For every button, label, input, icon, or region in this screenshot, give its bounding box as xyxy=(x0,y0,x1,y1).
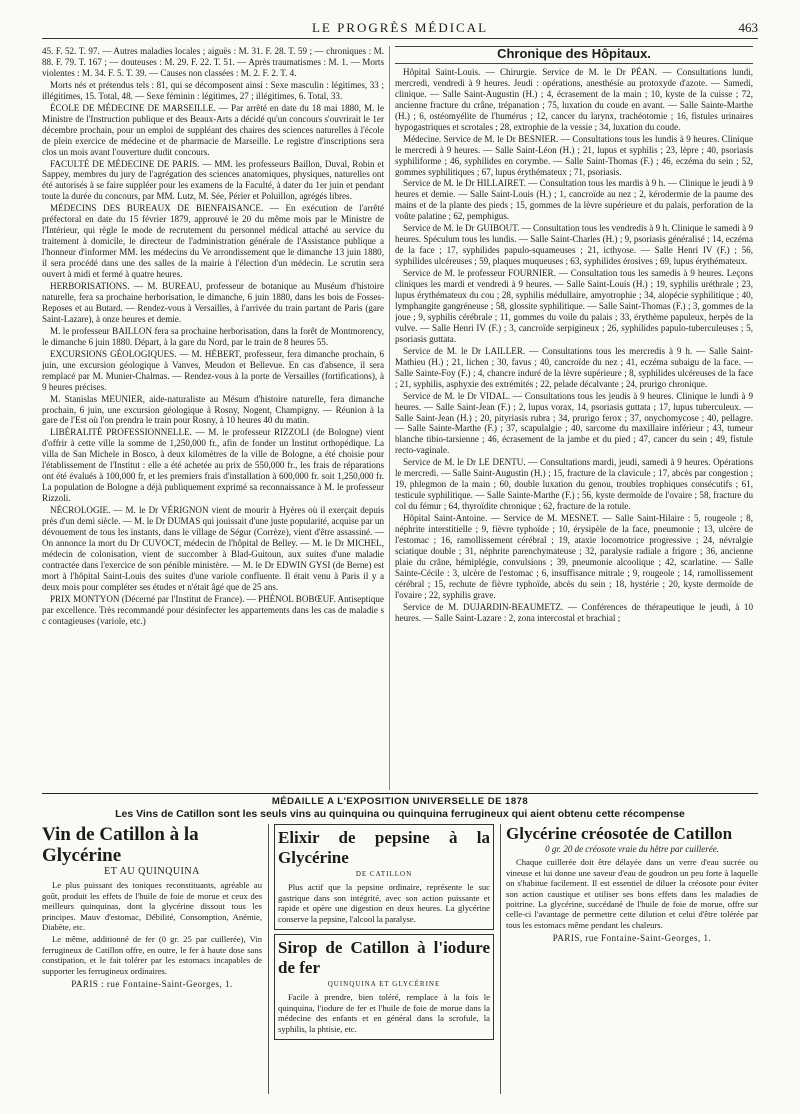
ad-paragraph: Le même, additionné de fer (0 gr. 25 par cuillerée), Vin ferrugineux de Catillon offre, en outre, le fer à haute dose sans constipation, et le fait tolérer par les estomacs incapables de supporter les ferrugineux ordinaires. xyxy=(42,934,262,976)
paragraph: MÉDECINS DES BUREAUX DE BIENFAISANCE. — En exécution de l'arrêté préfectoral en date du 15 février 1879, approuvé le 20 du même mois par le Ministre de l'Intérieur, qui règle le mode de recrutement du personnel médical attaché au service du traitement à domicile, le directeur de l'administration générale de l'Assistance publique a l'honneur d'informer MM. les médecins du Ve arrondissement que le dimanche 13 juin 1880, il sera procédé dans une des salles de la mairie à l'élection d'un médecin. Le scrutin sera ouvert à midi et fermé à quatre heures. xyxy=(42,203,384,280)
ad-elixir-pepsine xyxy=(274,824,494,1040)
paragraph: ÉCOLE DE MÉDECINE DE MARSEILLE. — Par arrêté en date du 18 mai 1880, M. le Ministre de l'Instruction publique et des Beaux-Arts a décidé qu'un concours s'ouvrirait le 1er décembre prochain, pour un emploi de suppléant des chaires des sciences naturelles à l'école de plein exercice de médecine et de pharmacie de Marseille. Le registre d'inscriptions sera clos un mois avant l'ouverture dudit concours. xyxy=(42,102,384,157)
paragraph: 45. F. 52. T. 97. — Autres maladies locales ; aiguës : M. 31. F. 28. T. 59 ; — chroniques : M. 88. F. 79. T. 167 ; — douteuses : M. 29. F. 22. T. 51. — Après traumatismes : M. 1. — Morts violentes : M. 34. F. 5. T. 39. — Causes non classées : M. 2. F. 2. T. 4. xyxy=(42,46,384,78)
paragraph: M. Stanislas MEUNIER, aide-naturaliste au Mésum d'histoire naturelle, fera dimanche prochain, 6 juin, une excursion géologique à Rosny, Nogent, Champigny. — Réunion à la gare de l'Est où l'on prendra le train pour Rosny, à 10 heures 40 du matin. xyxy=(42,393,384,426)
paragraph: Service de M. le professeur FOURNIER. — Consultation tous les samedis à 9 heures. Leçons cliniques les mardi et vendredi à 9 heures. — Salle Saint-Louis (H.) ; 19, syphilis uréthrale ; 23, lupus érythémateux du cou ; 28, syphilis médullaire, amyotrophie ; 34, alopécie syphilitique ; 40, lymphangite gangréneuse ; 58, glossite syphilitique. — Salle Saint-Thomas (F.) ; 3, gommes de la joue ; 9, syphilis cérébrale ; 11, gommes du voile du palais ; 33, érythème papuleux, herpès de la vulve. — Salle Henri IV (F.) ; 3, cancroïde serpigineux ; 26, syphilides papulo-tuberculeuses ; 5, psoriasis guttata. xyxy=(395,268,753,344)
paragraph: EXCURSIONS GÉOLOGIQUES. — M. HÉBERT, professeur, fera dimanche prochain, 6 juin, une excursion géologique à Vanves, Meudon et Bellevue. En cas d'absence, il sera remplacé par M. Munier-Chalmas. — Rendez-vous à la porte de Versailles (fortifications), à 9 heures précises. xyxy=(42,348,384,392)
ad-glycerine-creosotee xyxy=(506,824,758,944)
ad-address: PARIS, rue Fontaine-Saint-Georges, 1. xyxy=(552,933,712,944)
paragraph: Service de M. le Dr LE DENTU. — Consultations mardi, jeudi, samedi à 9 heures. Opérations le mercredi. — Salle Saint-Augustin (H.) ; 15, fracture de la clavicule ; 17, abcès par congestion ; 19, phlegmon de la main ; 60, double luxation du genou, troubles trophiques consécutifs ; 61, testicule syphilitique. — Salle Sainte-Marthe (F.) ; 56, kyste dermoïde de l'ovaire ; 58, fracture du col du fémur ; 64, thyroïdite chronique ; 62, fracture de la rotule. xyxy=(395,457,753,512)
journal-title: LE PROGRÈS MÉDICAL xyxy=(311,20,489,35)
right-column xyxy=(395,46,753,790)
ad-title: Vin de Catillon à la Glycérine xyxy=(42,824,199,866)
paragraph: Hôpital Saint-Louis. — Chirurgie. Service de M. le Dr PÉAN. — Consultations lundi, mercredi, vendredi à 9 heures. Jeudi : opérations, anesthésie au protoxyde d'azote. — Samedi, clinique. — Salle Saint-Augustin (H.) ; 4, écrasement de la main ; 10, kyste de la cuisse ; 72, ancienne fracture du crâne, trépanation ; 75, luxation du coude en avant. — Salle Sainte-Marthe (H.) ; 6, ostéomyélite de l'humérus ; 12, cancer du larynx, trachéotomie ; 16, fistules urinaires hypogastriques et scrotales ; 28, extrophie de la vessie ; 34, luxation du coude. xyxy=(395,66,753,132)
medal-announcement: MÉDAILLE A L'EXPOSITION UNIVERSELLE DE 1878 xyxy=(271,796,529,807)
paragraph: Service de M. le Dr VIDAL. — Consultations tous les jeudis à 9 heures. Clinique le lundi à 9 heures. — Salle Saint-Jean (F.) ; 2, lupus vorax, 14, psoriasis guttata ; 17, lupus tuberculeux. — Salle Saint-Jean (H.) ; 20, pityriasis rubra ; 34, prurigo ferox ; 37, onychomycose ; 40, pellagre. — Salle Sainte-Marthe (F.) ; 37, scapulalgie ; 40, sarcome du maxillaire inférieur ; 43, tumeur blanche tibio-tarsienne ; 46, écrasement de la jambe et du pied ; 47, cancer du sein ; 49, fistule recto-vaginale. xyxy=(395,390,753,456)
ad-vin-catillon xyxy=(42,824,262,989)
left-column xyxy=(42,46,384,790)
ad-divider xyxy=(500,824,501,1094)
ad-divider xyxy=(268,824,269,1094)
ad-subtitle: 0 gr. 20 de créosote vraie du hêtre par cuillerée. xyxy=(545,844,719,854)
paragraph: Service de M. le Dr LAILLER. — Consultations tous les mercredis à 9 h. — Salle Saint-Mathieu (H.) ; 21, lichen ; 30, favus ; 40, cancroïde du nez ; 41, eczéma subaigu de la face. — Salle Sainte-Foy (F.) ; 4, chancre induré de la lèvre supérieure ; 8, syphilides ulcéreuses de la face ; 21, syphilis, asphyxie des extrémités ; 22, pelade décalvante ; 24, prurigo chronique. xyxy=(395,345,753,389)
paragraph: LIBÉRALITÉ PROFESSIONNELLE. — M. le professeur RIZZOLI (de Bologne) vient d'offrir à cette ville la somme de 1,250,000 fr., afin de fonder un Institut orthopédique. La villa de San Michele in Bosco, à deux kilomètres de la ville de Bologne, a été choisie pour l'établissement de l'Institut : elle a été achetée au prix de 550,000 fr., les frais de réparations ont été évalués à 100,000 fr, et les premiers frais d'installation à 600,000 fr. soit 1,250,000 fr. La population de Bologne a déjà publiquement exprimé sa reconnaissance à M. le professeur Rizzoli. xyxy=(42,427,384,504)
paragraph: Médecine. Service de M. le Dr BESNIER. — Consultations tous les lundis à 9 heures. Clinique le mercredi à 9 heures. — Salle Saint-Léon (H.) ; 21, lupus et syphilis ; 23, lèpre ; 40, psoriasis syphiliforme ; 46, syphilides en corymbe. — Salle Saint-Thomas (F.) ; 46, eczéma du sein ; 52, gommes syphilitiques ; 67, lupus érythémateux ; 71, psoriasis. xyxy=(395,133,753,177)
ad-box xyxy=(274,934,494,1040)
paragraph: Hôpital Saint-Antoine. — Service de M. MESNET. — Salle Saint-Hilaire : 5, rougeole ; 8, néphrite interstitielle ; 9, fièvre typhoïde ; 10, érysipèle de la face, pneumonie ; 13, ulcère de l'estomac ; 16, ramollissement cérébral ; 19, ataxie locomotrice progressive ; 24, névralgie sciatique double ; 31, néphrite parenchymateuse ; 32, paralysie radiale a frigore ; 36, ancienne plaie du crâne, hémiplégie, convulsions ; 39, pneumonie alcoolique ; 42, scarlatine. — Salle Sainte-Cécile : 3, ulcère de l'estomac ; 6, insuffisance mitrale ; 9, rougeole ; 14, ramollissement cérébral ; 15, rechute de fièvre typhoïde, abcès du sein ; 18, hystérie ; 20, kyste dermoïde de l'ovaire ; 22, syphilis grave. xyxy=(395,513,753,600)
paragraph: Service de M. le Dr GUIBOUT. — Consultation tous les vendredis à 9 h. Clinique le samedi à 9 heures. Spéculum tous les lundis. — Salle Saint-Charles (H.) ; 9, psoriasis généralisé ; 14, eczéma de la face ; 17, syphilides papulo-squameuses ; 21, icthyose. — Salle Henri IV (F.) ; 56, syphilides ulcéreuses ; 59, plaques muqueuses ; 63, syphilides érosives ; 69, lupus érythémateux. xyxy=(395,223,753,267)
advertisement-block xyxy=(42,793,758,1094)
ad-paragraph: Facile à prendre, bien toléré, remplace à la fois le quinquina, l'iodure de fer et l'huile de foie de morue dans la médecine des enfants et en général dans la scrofule, la syphilis, la phtisie, etc. xyxy=(278,992,490,1034)
ad-address: PARIS : rue Fontaine-Saint-Georges, 1. xyxy=(71,979,233,990)
page-header xyxy=(42,18,758,39)
ad-columns xyxy=(42,824,758,1094)
medal-subline: Les Vins de Catillon sont les seuls vins au quinquina ou quinquina ferrugineux qui aient obtenu cette récompense xyxy=(115,808,685,820)
column-divider xyxy=(389,46,390,790)
ad-paragraph: Plus actif que la pepsine ordinaire, représente le suc gastrique dans son intégrité, avec son action puissante et rapide et opère une digestion en deux heures. La glycérine conserve la pepsine, l'alcool la paralyse. xyxy=(278,882,490,924)
paragraph: FACULTÉ DE MÉDECINE DE PARIS. — MM. les professeurs Baillon, Duval, Robin et Sappey, membres du jury de l'agrégation des sciences anatomiques, physiques, naturelles ont été autorisés à se faire suppléer pour les examens de la Faculté, à dater du 1er juin et pendant toute la durée du concours, par MM. Lutz, M. Sée, Périer et Poluillon, agrégés libres. xyxy=(42,158,384,202)
page-number: 463 xyxy=(738,20,758,35)
ad-box xyxy=(274,824,494,930)
ad-subtitle: DE CATILLON xyxy=(355,870,413,878)
paragraph: M. le professeur BAILLON fera sa prochaine herborisation, dans la forêt de Montmorency, le dimanche 6 juin 1880. Départ, à la gare du Nord, par le train de 8 heures 55. xyxy=(42,325,384,347)
paragraph: NÉCROLOGIE. — M. le Dr VÉRIGNON vient de mourir à Hyères où il exerçait depuis près d'un demi siècle. — M. le Dr DUMAS qui jouissait d'une juste popularité, acquise par un dévouement de tous les instants, dans le village de Ségur (Corrèze), vient d'être assassiné. — On annonce la mort du Dr CUVOCT, médecin de l'hôpital de Belley. — M. le Dr MICHEL, médecin de colonisation, vient de succomber à Blad-Guitoun, aux suites d'une maladie contractée dans l'exercice de son pénible ministère. — M. le Dr EDWIN GYSI (de Berne) est mort à l'hôpital Saint-Louis des suites d'une variole confluente. Il était venu à Paris il y a deux mois pour compléter ses études et n'était âgé que de 25 ans. xyxy=(42,505,384,592)
section-title: Chronique des Hôpitaux. xyxy=(395,46,753,64)
paragraph: Service de M. le Dr HILLAIRET. — Consultation tous les mardis à 9 h. — Clinique le jeudi à 9 heures et demie. — Salle Saint-Louis (H.) ; 1, cancroïde au nez ; 2, kérodermie de la paume des mains et de la plante des pieds ; 15, gommes de la lèvre supérieure et du palais, perforation de la voûte palatine ; 62, pemphigus. xyxy=(395,178,753,222)
ad-title: Sirop de Catillon à l'iodure de fer xyxy=(278,938,490,978)
ad-title: Glycérine créosotée de Catillon xyxy=(506,824,733,843)
paragraph: HERBORISATIONS. — M. BUREAU, professeur de botanique au Muséum d'histoire naturelle, fera sa prochaine herborisation, le dimanche, 6 juin 1880, dans les bois de Fosses-Reposes et au Butard. — Rendez-vous à Versailles, à l'arrivée du train partant de Paris (gare Saint-Lazare), à onze heures et demie. xyxy=(42,281,384,324)
ad-subtitle: ET AU QUINQUINA xyxy=(104,866,200,877)
ad-subtitle: QUINQUINA ET GLYCÉRINE xyxy=(327,980,441,989)
ad-title: Elixir de pepsine à la Glycérine xyxy=(278,828,490,867)
ad-paragraph: Le plus puissant des toniques reconstituants, agréable au goût, produit les effets de l'huile de foie de morue et ceux des meilleurs quinquinas, dont la glycérine dissout tous les principes. Mauv d'estomac, Débilité, Consomption, Anémie, Diabète, etc. xyxy=(42,880,262,933)
paragraph: PRIX MONTYON (Décerné par l'Institut de France). — PHÉNOL BOBŒUF. Antiseptique par excellence. Très recommandé pour désinfecter les appartements dans les cas de maladie s c contagieuses (variole, etc.) xyxy=(42,593,384,626)
paragraph: Service de M. DUJARDIN-BEAUMETZ. — Conférences de thérapeutique le jeudi, à 10 heures. — Salle Saint-Lazare : 2, zona intercostal et brachial ; xyxy=(395,601,753,623)
ad-paragraph: Chaque cuillerée doit être délayée dans un verre d'eau sucrée ou vineuse et lui donne une saveur d'eau de goudron un peu forte à laquelle on s'habitue facilement. Il est essentiel de diluer la créosote pour éviter son action caustique et utiliser ses bons effets dans les maladies de poitrine. La glycérine, succédané de l'huile de foie de morue, offre sur celle-ci l'avantage de permettre cette dilution et celui d'être tolérée par tous les estomacs même pendant les chaleurs. xyxy=(506,857,758,930)
paragraph: Morts nés et prétendus tels : 81, qui se décomposent ainsi : Sexe masculin : légitimes, 33 ; illégitimes, 15. Total, 48. — Sexe féminin : légitimes, 27 ; illégitimes, 6. Total, 33. xyxy=(42,79,384,101)
